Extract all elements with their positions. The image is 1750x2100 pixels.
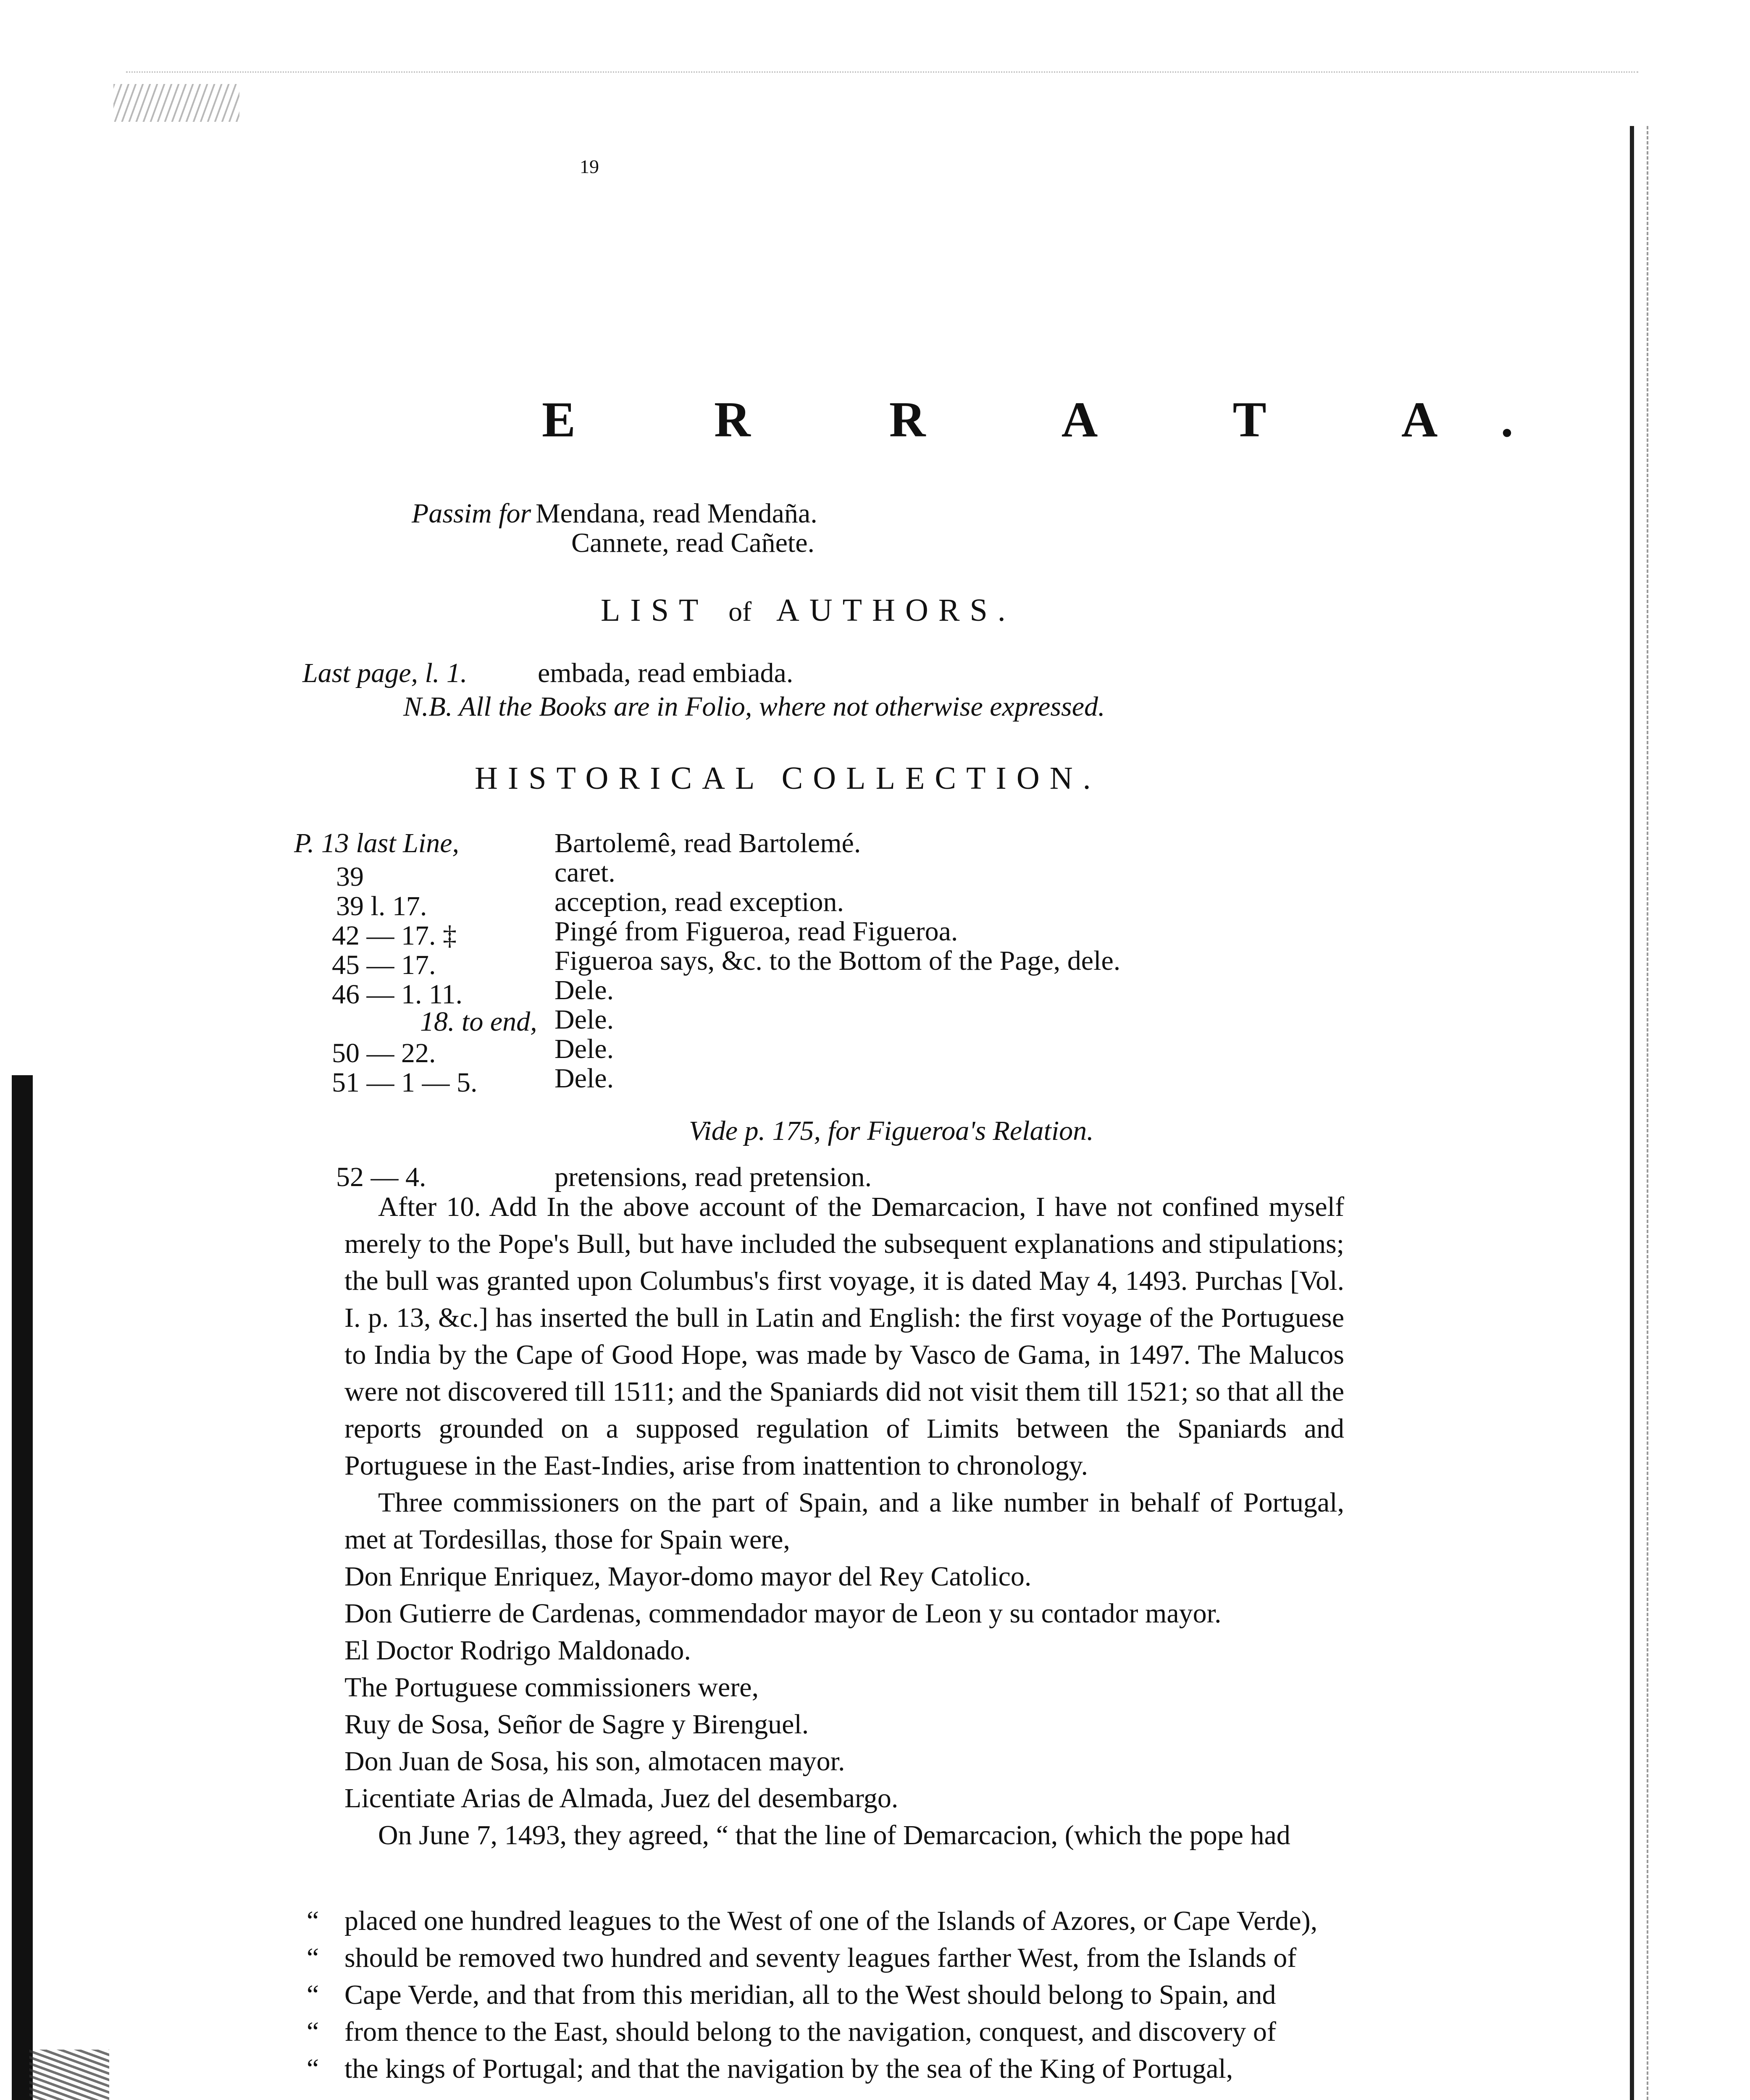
quoted-agreement: [307, 1903, 1357, 2087]
row-ref: 42 — 17. ‡: [332, 920, 457, 951]
row-text: Dele.: [554, 1063, 614, 1094]
page-edge-top: [126, 71, 1638, 77]
quote-line-text: placed one hundred leagues to the West of one of the Islands of Azores, or Cape Verde),: [344, 1906, 1318, 1936]
row52-text: pretensions, read pretension.: [554, 1162, 872, 1192]
row-text: Dele.: [554, 1034, 614, 1064]
row-text: Figueroa says, &c. to the Bottom of the Page, dele.: [554, 945, 1121, 976]
page-number: 19: [580, 156, 599, 177]
quote-line-text: Cape Verde, and that from this meridian, all to the West should belong to Spain, and: [344, 1979, 1276, 2010]
quote-mark: “: [307, 1906, 319, 1936]
quote-line: [307, 1903, 1357, 1940]
name-line: The Portuguese commissioners were,: [344, 1672, 759, 1703]
passim-line-2: Cannete, read Cañete.: [571, 528, 815, 558]
quote-line-text: from thence to the East, should belong to the navigation, conquest, and discovery of: [344, 2016, 1276, 2047]
historical-collection-heading: HISTORICAL COLLECTION.: [475, 761, 1101, 796]
page-edge-left: [12, 1075, 33, 2100]
name-line: El Doctor Rodrigo Maldonado.: [344, 1635, 691, 1666]
page-edge-right-dashes: [1647, 126, 1657, 2100]
passim-lead: Passim for: [412, 498, 531, 529]
row-text: acception, read exception.: [554, 887, 844, 917]
row-ref: 51 — 1 — 5.: [332, 1067, 478, 1098]
passim-line-1: Mendana, read Mendaña.: [536, 498, 817, 529]
quote-mark: “: [307, 1979, 319, 2010]
quote-line: [307, 1940, 1357, 1977]
row-text: caret.: [554, 857, 615, 888]
commissioners-paragraph: Three commissioners on the part of Spain, and a like number in behalf of Portugal, met at Tordesillas, those for Spain were,: [344, 1487, 1344, 1555]
row-text: Dele.: [554, 975, 614, 1005]
row-ref: P. 13 last Line,: [294, 828, 460, 858]
authors-entry: embada, read embiada.: [538, 658, 794, 688]
addendum-paragraph: After 10. Add In the above account of the Demarcacion, I have not confined myself merely to the Pope's Bull, but have included the subsequent explanations and stipulations; the bull was granted upon Columbus's first voyage, it is dated May 4, 1493. Purchas [Vol. I. p. 13, &c.] has inserted the bull in Latin and English: the first voyage of the Portuguese to India by the Cape of Good Hope, was made by Vasco de Gama, in 1497. The Malucos were not discovered till 1511; and the Spaniards did not visit them till 1521; so that all the reports grounded on a supposed regulation of Limits between the Spaniards and Portuguese in the East-Indies, arise from inattention to chronology.: [344, 1192, 1344, 1481]
quote-line-text: the kings of Portugal; and that the navigation by the sea of the King of Portugal,: [344, 2053, 1233, 2084]
name-line: Don Gutierre de Cardenas, commendador mayor de Leon y su contador mayor.: [344, 1598, 1222, 1629]
names-list: [344, 1558, 1344, 1817]
quote-mark: “: [307, 1942, 319, 1973]
row-text: Bartolemê, read Bartolemé.: [554, 828, 861, 858]
name-line: Licentiate Arias de Almada, Juez del desembargo.: [344, 1783, 899, 1814]
authors-ref: Last page, l. 1.: [302, 658, 468, 688]
row-ref: 39: [336, 861, 364, 892]
quote-line-text: should be removed two hundred and seventy leagues farther West, from the Islands of: [344, 1942, 1297, 1973]
quote-mark: “: [307, 2053, 319, 2084]
row-ref: 18. to end,: [420, 1006, 537, 1037]
quote-line: [307, 1977, 1357, 2013]
name-line: Don Enrique Enriquez, Mayor-domo mayor del Rey Catolico.: [344, 1561, 1032, 1592]
heading-right: AUTHORS.: [776, 593, 1016, 628]
row-ref: 50 — 22.: [332, 1038, 436, 1068]
row-ref: 46 — 1. 11.: [332, 979, 463, 1010]
errata-title: E R R A T A.: [542, 391, 1577, 447]
heading-left: LIST: [601, 593, 708, 628]
quote-line: [307, 2050, 1357, 2087]
row-ref: 45 — 17.: [332, 950, 436, 980]
heading-of: of: [728, 596, 752, 627]
row52-ref: 52 — 4.: [336, 1162, 426, 1192]
list-of-authors-heading: [601, 592, 1016, 629]
quote-mark: “: [307, 2016, 319, 2047]
page-smudge-bottom: [29, 2050, 109, 2100]
page-smudge: [113, 84, 239, 122]
row-ref: 39 l. 17.: [336, 891, 427, 921]
row-text: Pingé from Figueroa, read Figueroa.: [554, 916, 958, 947]
name-line: Ruy de Sosa, Señor de Sagre y Birenguel.: [344, 1709, 809, 1740]
vide-note: Vide p. 175, for Figueroa's Relation.: [689, 1116, 1094, 1146]
nb-note: N.B. All the Books are in Folio, where not otherwise expressed.: [403, 691, 1105, 722]
row-text: Dele.: [554, 1004, 614, 1035]
body-text: [344, 1189, 1344, 1854]
quote-line: [307, 2013, 1357, 2050]
agreement-paragraph: On June 7, 1493, they agreed, “ that the line of Demarcacion, (which the pope had: [378, 1820, 1290, 1851]
name-line: Don Juan de Sosa, his son, almotacen mayor.: [344, 1746, 845, 1777]
